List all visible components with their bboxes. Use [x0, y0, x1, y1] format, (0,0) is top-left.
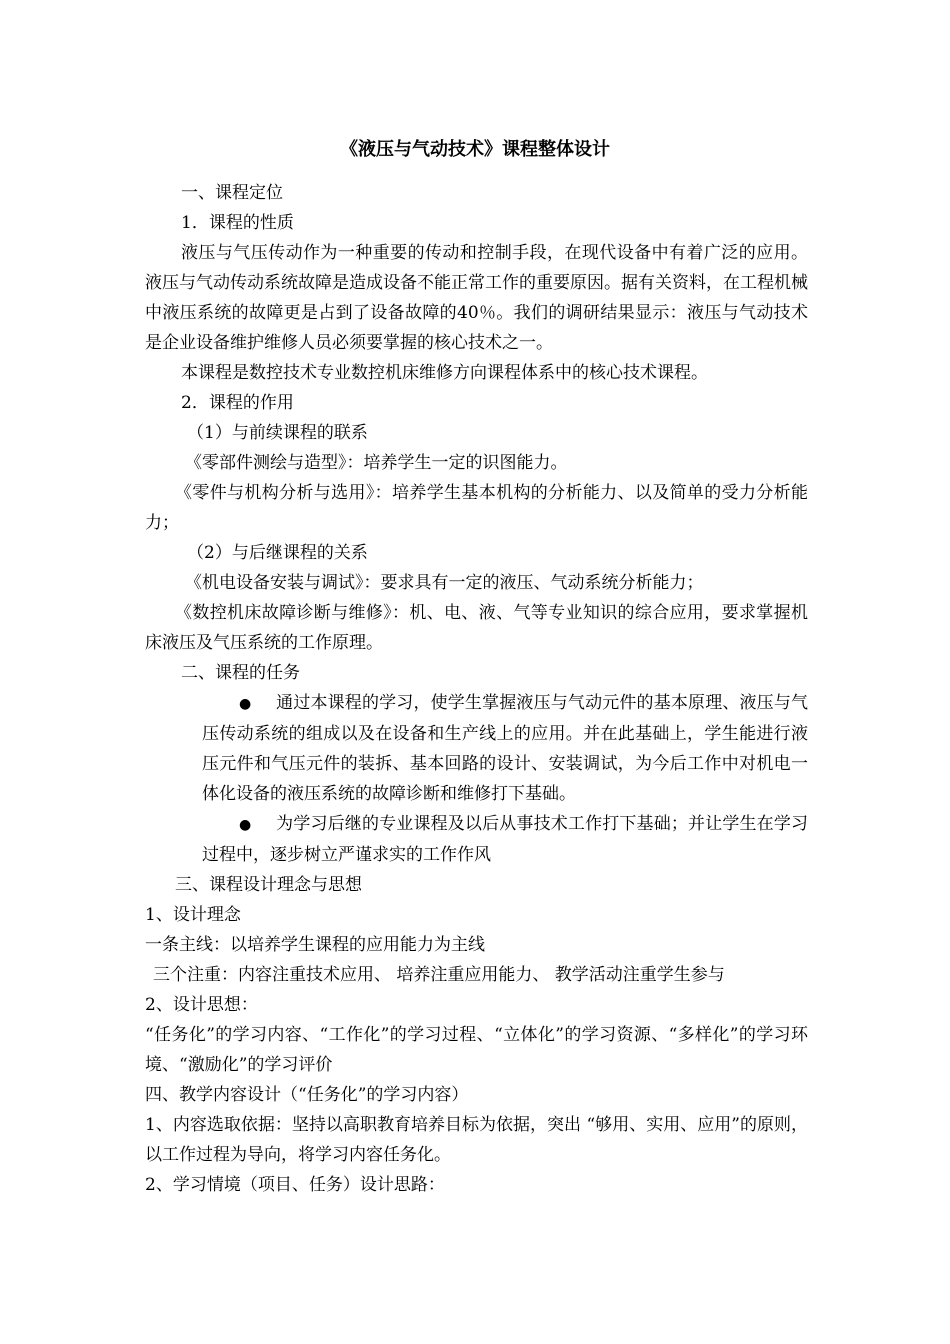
subheading-subsequent-link: （2）与后继课程的关系 [187, 543, 368, 563]
paragraph-core-course: 本课程是数控技术专业数控机床维修方向课程体系中的核心技术课程。 [181, 363, 708, 383]
paragraph-learning-situation: 2、学习情境（项目、任务）设计思路： [145, 1175, 445, 1195]
subheading-design-concept: 1、设计理念 [145, 905, 241, 925]
bullet-icon [239, 810, 276, 840]
paragraph-main-line: 一条主线：以培养学生课程的应用能力为主线 [145, 935, 485, 955]
document-title: 《液压与气动技术》课程整体设计 [340, 139, 610, 160]
bullet-text-1: 通过本课程的学习，使学生掌握液压与气动元件的基本原理、液压与气压传动系统的组成以及在设备和生产线上的应用。并在此基础上，学生能进行液压元件和气压元件的装拆、基本回路的设计、安装调试，为今后工作中对机电一体化设备的液压系统的故障诊断和维修打下基础。 [202, 693, 808, 804]
subheading-prerequisite-link: （1）与前续课程的联系 [187, 423, 368, 443]
subheading-course-role: 2．课程的作用 [181, 393, 294, 413]
section-heading-design-concept: 三、课程设计理念与思想 [175, 875, 362, 895]
paragraph-course-nature: 液压与气压传动作为一种重要的传动和控制手段，在现代设备中有着广泛的应用。液压与气动传动系统故障是造成设备不能正常工作的重要原因。据有关资料，在工程机械中液压系统的故障更是占到了设备故障的40％。我们的调研结果显示：液压与气动技术是企业设备维护维修人员必须要掌握的核心技术之一。 [145, 243, 808, 353]
paragraph-prerequisite-2: 《零件与机构分析与选用》：培养学生基本机构的分析能力、以及简单的受力分析能力； [145, 483, 808, 533]
paragraph-three-focuses: 三个注重：内容注重技术应用、 培养注重应用能力、 教学活动注重学生参与 [153, 965, 725, 985]
paragraph-content-basis: 1、内容选取依据：坚持以高职教育培养目标为依据，突出 “够用、实用、应用”的原则，以工作过程为导向，将学习内容任务化。 [145, 1115, 808, 1165]
document-body [145, 178, 808, 1200]
bullet-icon [239, 689, 276, 719]
paragraph-subsequent-1: 《机电设备安装与调试》：要求具有一定的液压、气动系统分析能力； [185, 573, 704, 593]
paragraph-prerequisite-1: 《零部件测绘与造型》：培养学生一定的识图能力。 [185, 453, 568, 473]
subheading-design-thinking: 2、设计思想： [145, 995, 258, 1015]
section-heading-course-positioning: 一、课程定位 [181, 183, 283, 203]
subheading-course-nature: 1．课程的性质 [181, 213, 294, 233]
bullet-item-2 [145, 809, 808, 870]
section-heading-course-tasks: 二、课程的任务 [181, 663, 300, 683]
section-heading-content-design: 四、教学内容设计（“任务化”的学习内容） [145, 1085, 469, 1105]
bullet-text-2: 为学习后继的专业课程及以后从事技术工作打下基础；并让学生在学习过程中，逐步树立严谨求实的工作作风 [202, 814, 808, 865]
bullet-item-1 [145, 688, 808, 809]
paragraph-design-thinking: “任务化”的学习内容、“工作化”的学习过程、“立体化”的学习资源、“多样化”的学习环境、“激励化”的学习评价 [145, 1025, 808, 1075]
paragraph-subsequent-2: 《数控机床故障诊断与维修》：机、电、液、气等专业知识的综合应用，要求掌握机床液压及气压系统的工作原理。 [145, 603, 808, 653]
